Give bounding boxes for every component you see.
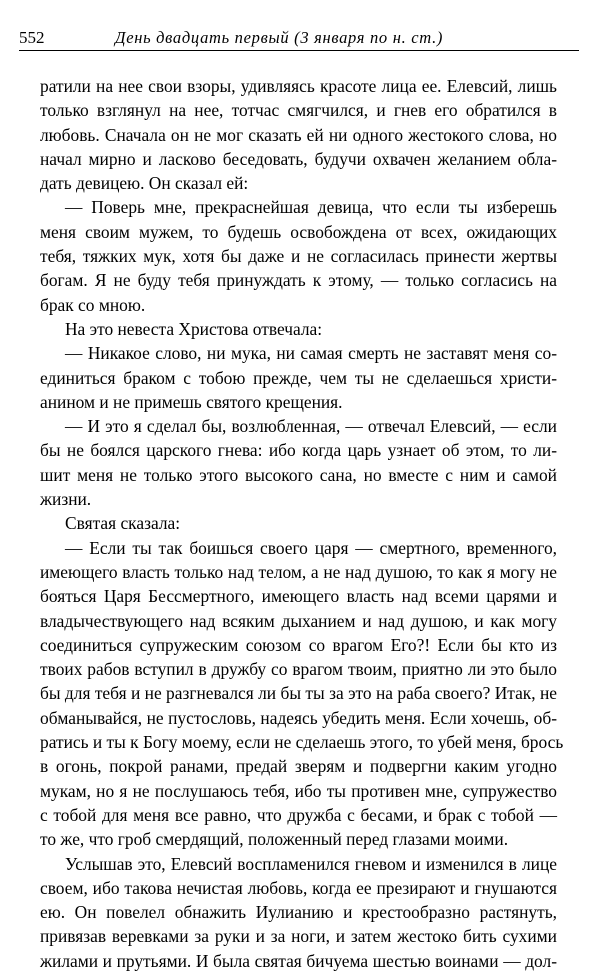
- text-line: — Никакое слово, ни мука, ни самая смерть не заставят меня со-: [65, 343, 557, 364]
- text-line: имеющего власть только над телом, а не над душою, то как я могу не: [40, 561, 557, 582]
- text-line: ратили на нее свои взоры, удивляясь красоте лица ее. Елевсий, лишь: [40, 76, 557, 96]
- text-line: бояться Царя Бессмертного, имеющего власть над всеми царями и: [40, 586, 557, 607]
- text-line: с тобой для меня все равно, что дружба с бесами, и брак с тобой —: [40, 804, 557, 825]
- paragraph: [40, 74, 557, 195]
- body-text: [40, 74, 564, 973]
- text-line: привязав веревками за руки и за ноги, и затем жестоко бить сухими: [40, 926, 557, 947]
- paragraph: [40, 195, 557, 316]
- running-title: День двадцать первый (3 января по н. ст.): [115, 28, 444, 47]
- text-line: жилами и прутьями. И была святая бичуема шестью воинами — дол-: [40, 950, 557, 971]
- paragraph: [40, 414, 557, 511]
- paragraph: [40, 317, 557, 341]
- text-line: мукам, но я не послушаюсь тебя, ибо ты противен мне, супружество: [40, 780, 557, 801]
- running-head: [19, 26, 579, 51]
- text-line: На это невеста Христова отвечала:: [65, 318, 323, 339]
- text-line: жизни.: [40, 489, 92, 510]
- text-line: единиться браком с тобою прежде, чем ты не сделаешься христи-: [40, 367, 557, 388]
- text-line: начал мирно и ласково беседовать, будучи охвачен желанием обла-: [40, 148, 557, 169]
- text-line: бы для тебя и не разгневался ли бы ты за это на раба своего? Итак, не: [40, 683, 557, 704]
- text-line: только взглянул на нее, тотчас смягчился, и гнев его обратился в: [40, 100, 557, 121]
- text-line: брак со мною.: [40, 294, 146, 315]
- text-line: бы не боялся царского гнева: ибо когда царь узнает об этом, то ли-: [40, 440, 557, 461]
- text-line: меня своим мужем, то будешь освобождена от всех, ожидающих: [40, 221, 557, 242]
- text-line: богам. Я не буду тебя принуждать к этому, — только согласись на: [40, 270, 557, 291]
- text-line: дать девицею. Он сказал ей:: [40, 173, 249, 194]
- text-line: ратись и ты к Богу моему, если не сделаешь этого, то убей меня, брось: [40, 732, 564, 753]
- text-line: ею. Он повелел обнажить Иулианию и крестообразно растянуть,: [40, 902, 557, 923]
- text-line: — Если ты так боишься своего царя — смертного, временного,: [65, 537, 557, 558]
- text-line: Услышав это, Елевсий воспламенился гневом и изменился в лице: [65, 853, 557, 874]
- text-line: то же, что гроб смердящий, положенный перед глазами моими.: [40, 829, 509, 850]
- text-line: владычествующего над всяким дыханием и над душою, и как могу: [40, 610, 557, 631]
- text-line: анином и не примешь святого крещения.: [40, 391, 343, 412]
- text-line: твоих рабов вступил в дружбу со врагом твоим, приятно ли это было: [40, 659, 557, 680]
- text-line: соединиться супружеским союзом со врагом Его?! Если бы кто из: [40, 634, 557, 655]
- paragraph: [40, 536, 564, 852]
- text-line: тебя, тяжких мук, хотя бы даже и не согласилась принести жертвы: [40, 246, 557, 267]
- paragraph: [40, 341, 557, 414]
- page-number: 552: [19, 28, 45, 47]
- text-line: своем, ибо такова нечистая любовь, когда ее презирают и гнушаются: [40, 877, 557, 898]
- text-line: Святая сказала:: [65, 513, 181, 534]
- text-line: — И это я сделал бы, возлюбленная, — отвечал Елевсий, — если: [65, 416, 557, 437]
- text-line: шит меня не только этого высокого сана, но вместе с ним и самой: [40, 464, 557, 485]
- paragraph: [40, 511, 557, 535]
- text-line: любовь. Сначала он не мог сказать ей ни одного жестокого слова, но: [40, 124, 557, 145]
- text-line: — Поверь мне, прекраснейшая девица, что если ты изберешь: [65, 197, 557, 218]
- paragraph: [40, 852, 557, 973]
- text-line: в огонь, покрой ранами, предай зверям и подвергни каким угодно: [40, 756, 557, 777]
- text-line: обманывайся, не пустословь, надеясь убедить меня. Если хочешь, об-: [40, 707, 557, 728]
